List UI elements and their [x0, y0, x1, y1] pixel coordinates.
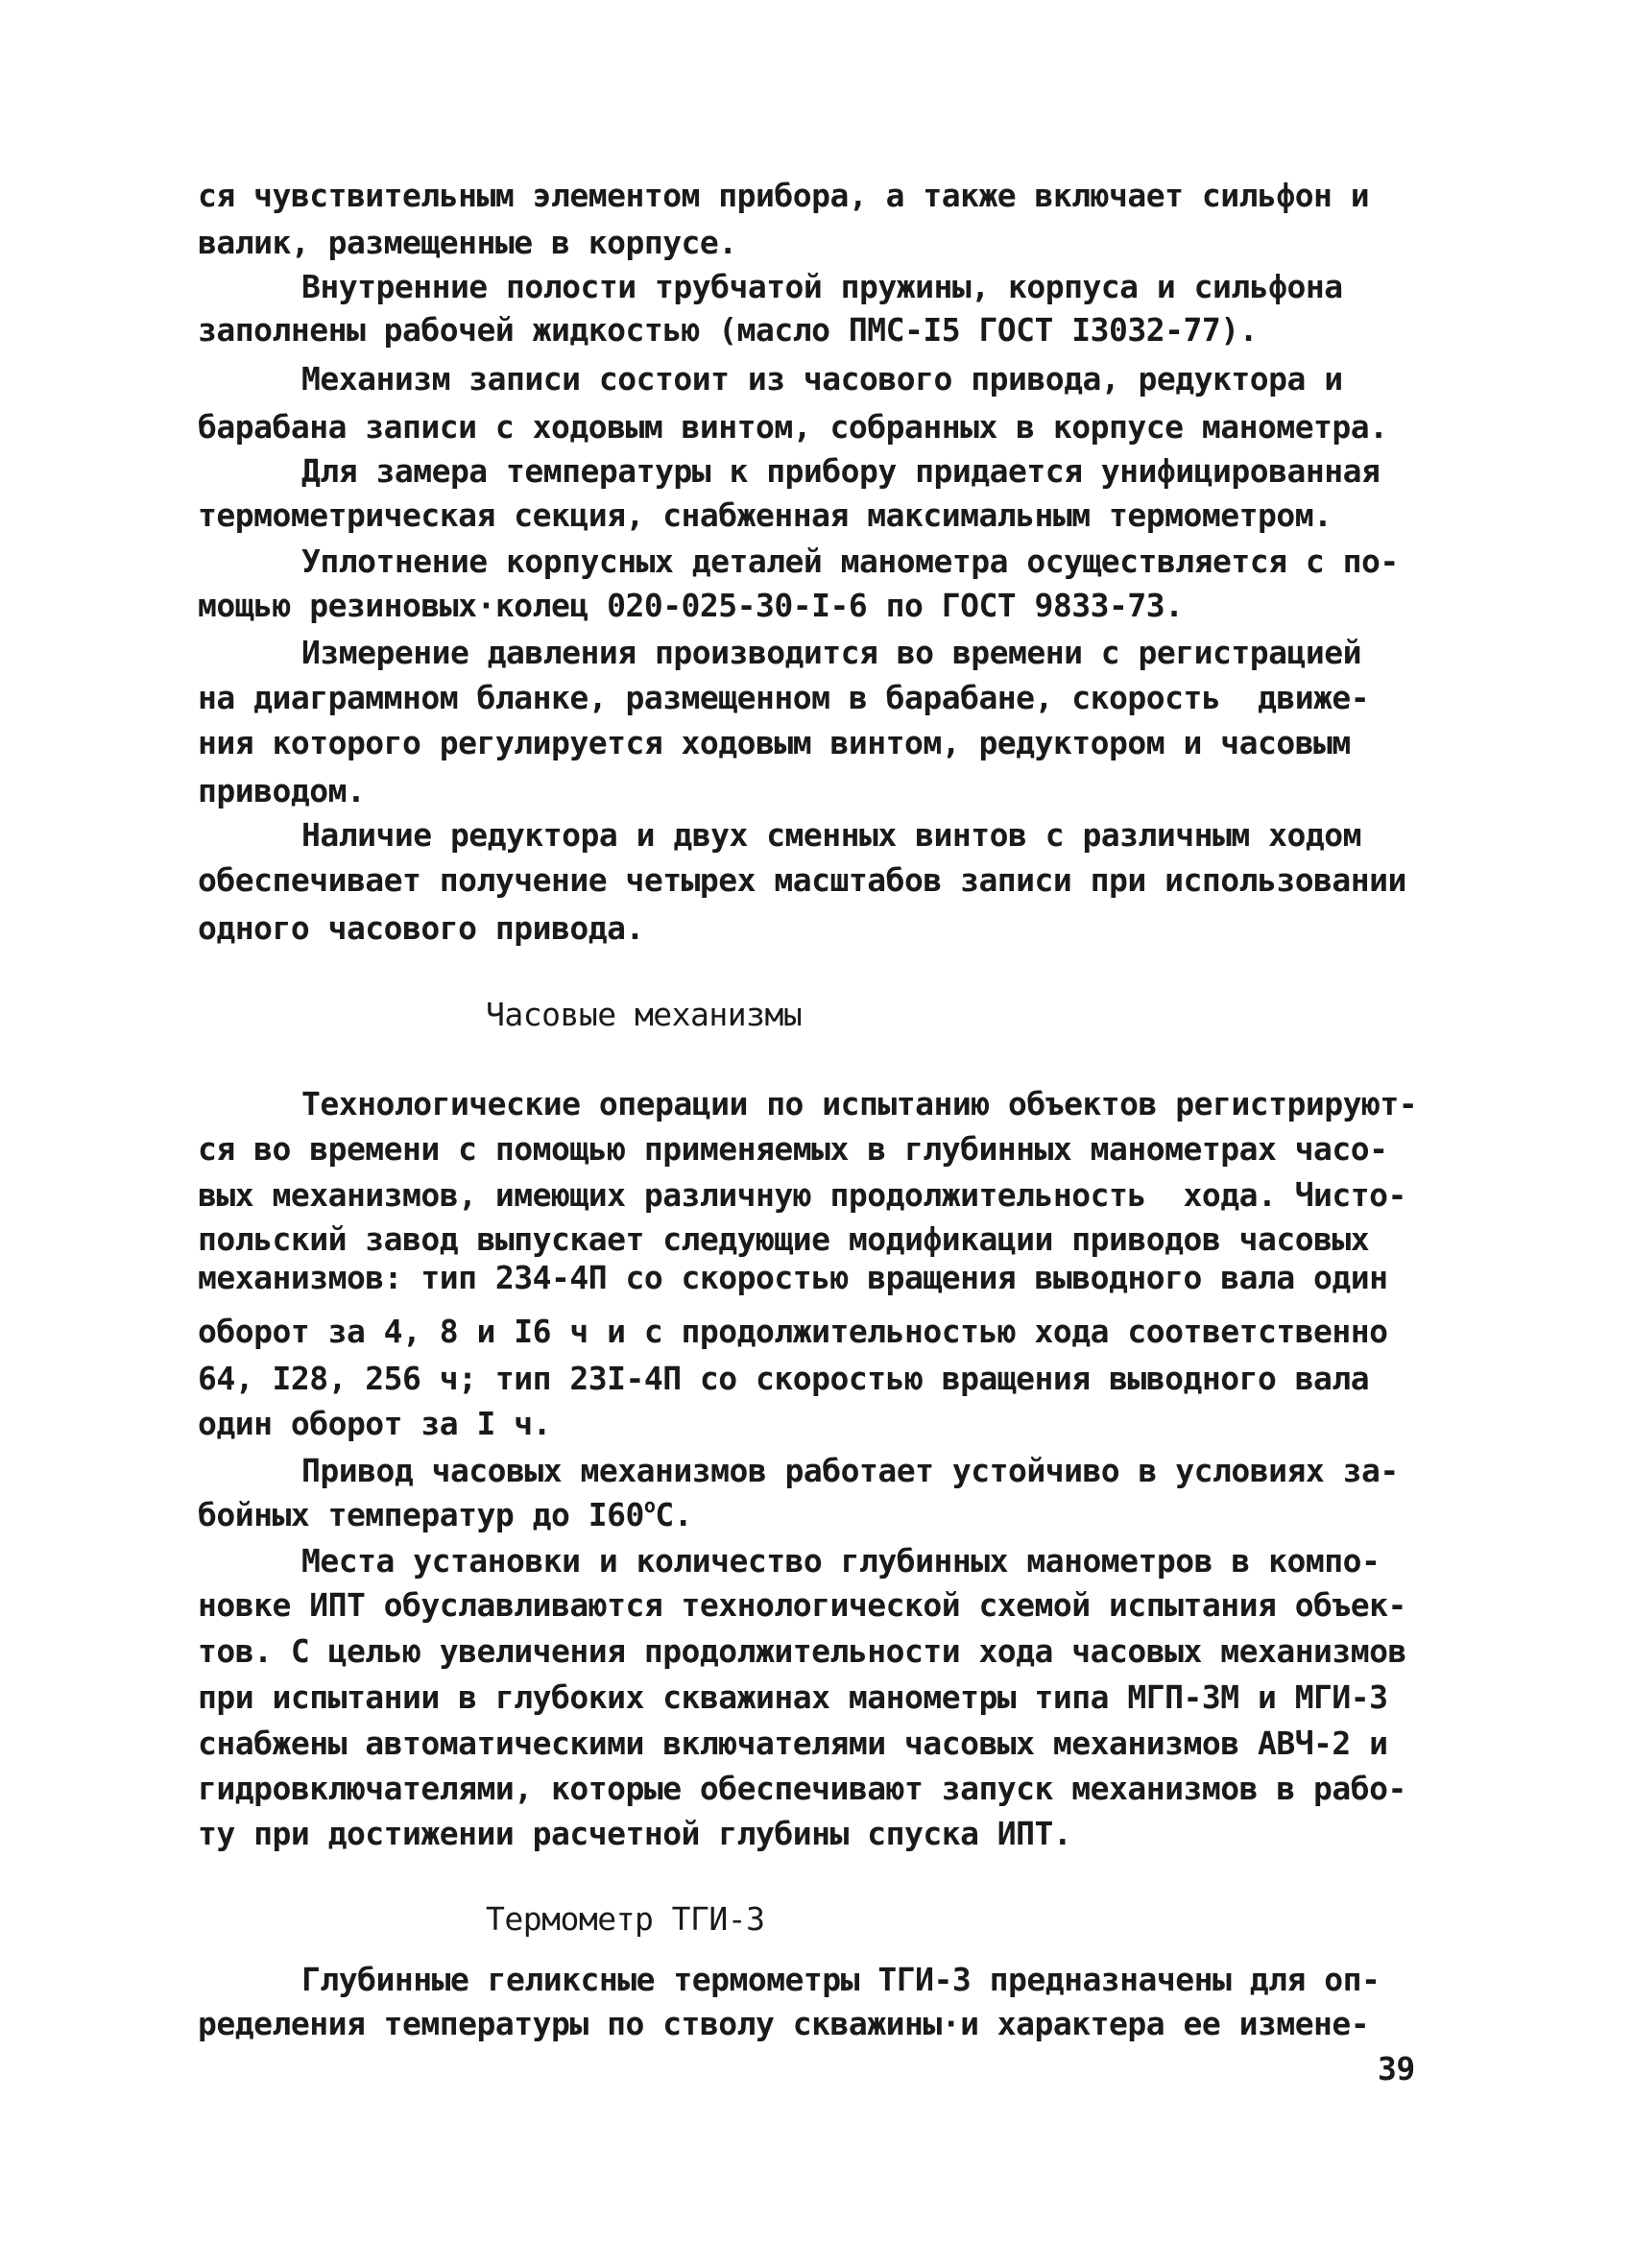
text-line: Глубинные геликсные термометры ТГИ-3 предназначены для оп-: [301, 1961, 1381, 1998]
text-line: [198, 1494, 693, 1533]
page-number: 39: [1378, 2050, 1415, 2087]
text-line: заполнены рабочей жидкостью (масло ПМС-I5 ГОСТ I3032-77).: [198, 311, 1258, 349]
text-line: на диаграммном бланке, размещенном в барабане, скорость движе-: [198, 679, 1370, 716]
text-line: ния которого регулируется ходовым винтом, редуктором и часовым: [198, 724, 1351, 761]
text-line: оборот за 4, 8 и I6 ч и с продолжительностью хода соответственно: [198, 1313, 1388, 1350]
text-line: снабжены автоматическими включателями часовых механизмов АВЧ-2 и: [198, 1725, 1388, 1762]
text-line: Места установки и количество глубинных манометров в компо-: [301, 1542, 1381, 1580]
text-line: барабана записи с ходовым винтом, собранных в корпусе манометра.: [198, 408, 1388, 446]
text-line: приводом.: [198, 772, 366, 809]
text-line: ся чувствительным элементом прибора, а также включает сильфон и: [198, 177, 1370, 214]
text-line: Внутренние полости трубчатой пружины, корпуса и сильфона: [301, 268, 1343, 305]
text-line: Для замера температуры к прибору придается унифицированная: [301, 452, 1381, 490]
text-line: Измерение давления производится во времени с регистрацией: [301, 634, 1361, 671]
text-line: один оборот за I ч.: [198, 1405, 551, 1442]
text-line: новке ИПТ обуславливаются технологической схемой испытания объек-: [198, 1586, 1406, 1624]
text-line: ределения температуры по стволу скважины·и характера ее измене-: [198, 2005, 1370, 2042]
text-line: механизмов: тип 234-4П со скоростью вращения выводного вала один: [198, 1259, 1388, 1296]
section-heading-clocks: Часовые механизмы: [486, 996, 803, 1033]
text-line: Механизм записи состоит из часового привода, редуктора и: [301, 360, 1343, 398]
text-line: при испытании в глубоких скважинах манометры типа МГП-3М и МГИ-3: [198, 1678, 1388, 1716]
text-line: одного часового привода.: [198, 909, 644, 947]
text-line: гидровключателями, которые обеспечивают запуск механизмов в рабо-: [198, 1770, 1406, 1807]
text-line: Привод часовых механизмов работает устойчиво в условиях за-: [301, 1452, 1399, 1489]
temperature-text: бойных температур до I60: [198, 1496, 644, 1533]
text-line: термометрическая секция, снабженная максимальным термометром.: [198, 496, 1333, 534]
text-line: ся во времени с помощью применяемых в глубинных манометрах часо-: [198, 1130, 1388, 1168]
text-line: Технологические операции по испытанию объектов регистрируют-: [301, 1085, 1418, 1122]
degree-sign: o: [643, 1494, 656, 1517]
text-line: обеспечивает получение четырех масштабов записи при использовании: [198, 861, 1406, 899]
section-heading-thermometer: Термометр ТГИ-3: [486, 1900, 765, 1938]
text-line: ту при достижении расчетной глубины спуска ИПТ.: [198, 1815, 1072, 1852]
text-line: валик, размещенные в корпусе.: [198, 224, 737, 261]
temperature-unit: C.: [655, 1496, 693, 1533]
text-line: вых механизмов, имеющих различную продолжительность хода. Чисто-: [198, 1176, 1406, 1214]
text-line: польский завод выпускает следующие модификации приводов часовых: [198, 1220, 1370, 1258]
text-line: 64, I28, 256 ч; тип 23I-4П со скоростью вращения выводного вала: [198, 1360, 1370, 1397]
text-line: мощью резиновых·колец 020-025-30-I-6 по ГОСТ 9833-73.: [198, 587, 1184, 624]
text-line: тов. С целью увеличения продолжительности хода часовых механизмов: [198, 1632, 1406, 1670]
text-line: Наличие редуктора и двух сменных винтов с различным ходом: [301, 816, 1361, 854]
text-line: Уплотнение корпусных деталей манометра осуществляется с по-: [301, 543, 1399, 580]
